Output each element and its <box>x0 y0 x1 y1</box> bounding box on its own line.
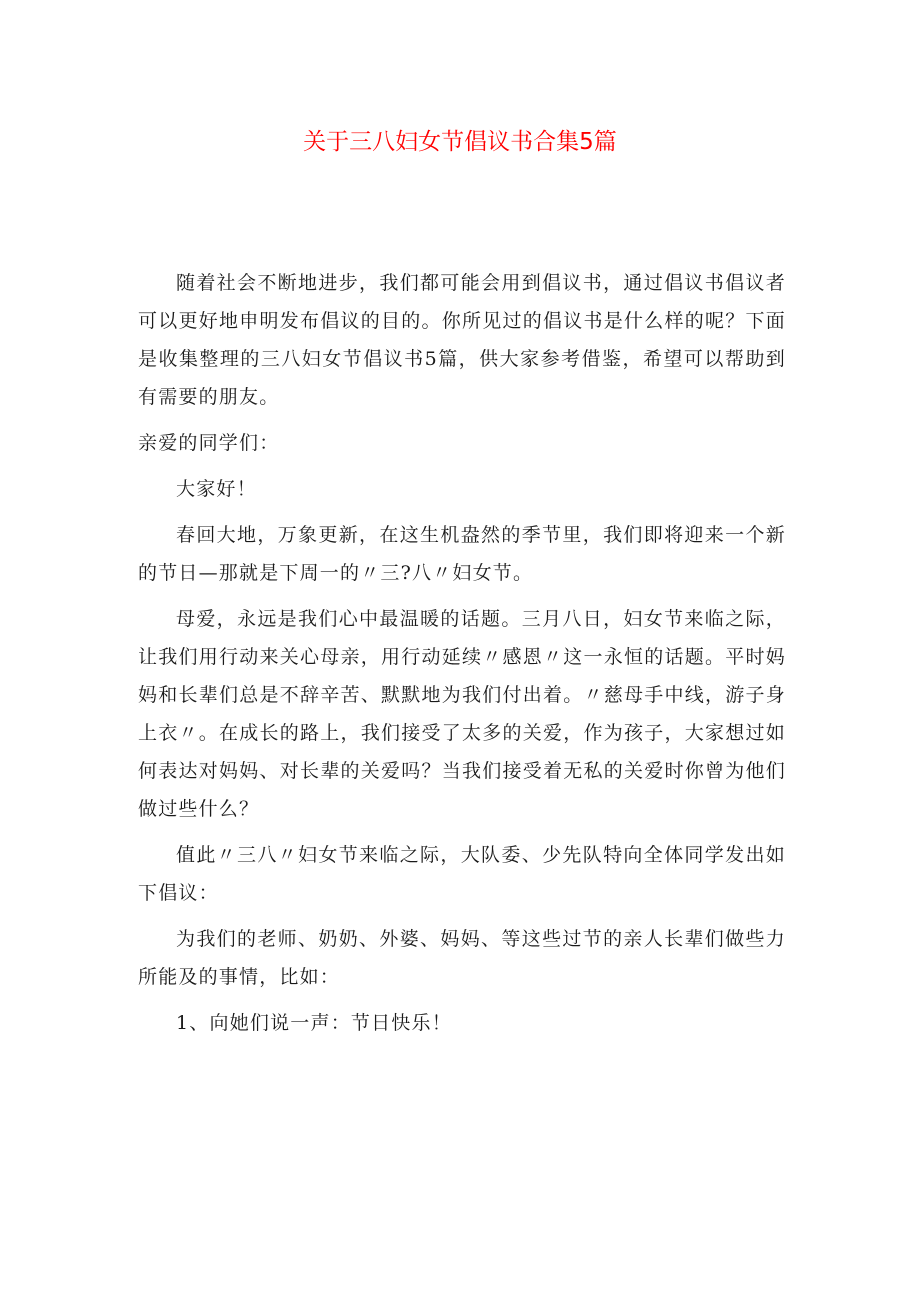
body-paragraph: 春回大地，万象更新，在这生机盎然的季节里，我们即将迎来一个新的节日—那就是下周一的〃三?八〃妇女节。 <box>138 524 786 584</box>
intro-paragraph: 随着社会不断地进步，我们都可能会用到倡议书，通过倡议书倡议者可以更好地申明发布倡议的目的。你所见过的倡议书是什么样的呢？下面是收集整理的三八妇女节倡议书5篇，供大家参考借鉴，希望可以帮助到有需要的朋友。 <box>138 272 786 408</box>
salutation: 亲爱的同学们： <box>138 432 280 454</box>
body-paragraph: 为我们的老师、奶奶、外婆、妈妈、等这些过节的亲人长辈们做些力所能及的事情，比如： <box>138 928 786 988</box>
body-paragraph: 母爱，永远是我们心中最温暖的话题。三月八日，妇女节来临之际，让我们用行动来关心母亲，用行动延续〃感恩〃这一永恒的话题。平时妈妈和长辈们总是不辞辛苦、默默地为我们付出着。〃慈母手中线，游子身上衣〃。在成长的路上，我们接受了太多的关爱，作为孩子，大家想过如何表达对妈妈、对长辈的关爱吗？当我们接受着无私的关爱时你曾为他们做过些什么？ <box>138 608 786 820</box>
greeting: 大家好！ <box>176 478 257 500</box>
document-body <box>138 264 786 1050</box>
document-title: 关于三八妇女节倡议书合集5篇 <box>303 129 617 155</box>
list-item: 1、向她们说一声：节日快乐！ <box>176 1012 452 1034</box>
body-paragraph: 值此〃三八〃妇女节来临之际，大队委、少先队特向全体同学发出如下倡议： <box>138 844 786 904</box>
